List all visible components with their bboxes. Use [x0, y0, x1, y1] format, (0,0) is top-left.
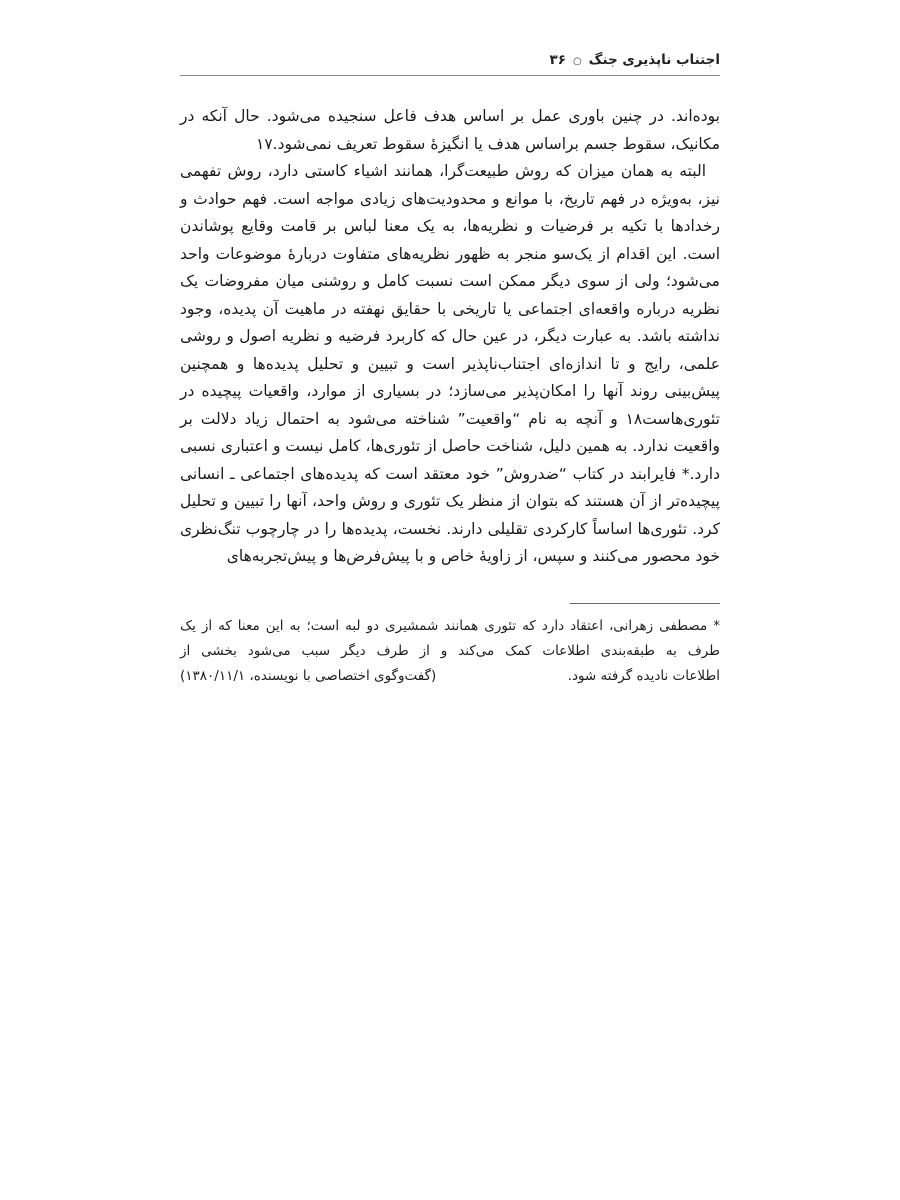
- footnote-citation: (گفت‌وگوی اختصاصی با نویسنده، ۱۳۸۰/۱۱/۱): [180, 667, 437, 684]
- footnote: [180, 603, 720, 689]
- footnote-text: * مصطفی زهرانی، اعتقاد دارد که تئوری همانند شمشیری دو لبه است؛ به این معنا که از یک طرف به طبقه‌بندی اطلاعات کمک می‌کند و از طرف دیگر سبب می‌شود بخشی از: [180, 617, 720, 659]
- page-number: ۳۶: [549, 52, 566, 68]
- page-header: [180, 52, 720, 68]
- header-rule: [180, 75, 720, 76]
- footnote-text-end: اطلاعات نادیده گرفته شود.: [567, 667, 720, 684]
- footnote-rule: [570, 603, 720, 604]
- paragraph: بوده‌اند. در چنین باوری عمل بر اساس هدف فاعل سنجیده می‌شود. حال آنکه در مکانیک، سقوط جسم براساس هدف یا انگیزهٔ سقوط تعریف نمی‌شود.۱۷: [180, 107, 720, 153]
- paragraph: البته به همان میزان که روش طبیعت‌گرا، همانند اشیاء کاستی دارد، روش تفهمی نیز، به‌ویژه در فهم تاریخ، با موانع و محدودیت‌های زیادی مواجه است. فهم حوادث و رخدادها با تکیه بر فرضیات و نظریه‌ها، به یک معنا لباس بر قامت وقایع پوشاندن است. این اقدام از یک‌سو منجر به ظهور نظریه‌های متفاوت دربارهٔ موضوعات واحد می‌شود؛ ولی از سوی دیگر ممکن است نسبت کامل و روشنی میان مفروضات یک نظریه درباره واقعه‌ای اجتماعی یا تاریخی با حقایق نهفته در ماهیت آن پدیده، وجود نداشته باشد. به عبارت دیگر، در عین حال که کاربرد فرضیه و نظریه اصول و روشی علمی، رایج و تا اندازه‌ای اجتناب‌ناپذیر است و تبیین و تحلیل پدیده‌ها و همچنین پیش‌بینی روند آنها را امکان‌پذیر می‌سازد؛ در بسیاری از موارد، واقعیات پیچیده در تئوری‌هاست۱۸ و آنچه به نام “واقعیت” شناخته می‌شود به احتمال زیاد دلالت بر واقعیت ندارد. به همین دلیل، شناخت حاصل از تئوری‌ها، کامل نیست و اعتباری نسبی دارد.* فایرابند در کتاب “ضدروش” خود معتقد است که پدیده‌های اجتماعی ـ انسانی پیچیده‌تر از آن هستند که بتوان از منظر یک تئوری و روش واحد، آنها را تبیین و تحلیل کرد. تئوری‌ها اساساً کارکردی تقلیلی دارند. نخست، پدیده‌ها را در چارچوب تنگ‌نظری خود محصور می‌کنند و سپس، از زاویهٔ خاص و با پیش‌فرض‌ها و پیش‌تجربه‌های: [180, 162, 720, 565]
- book-page: [180, 0, 720, 689]
- footnote-last-line: [180, 664, 720, 689]
- header-separator-icon: ○: [572, 55, 582, 67]
- running-title: اجتناب ناپذیری جنگ: [588, 52, 720, 68]
- body-text: [180, 103, 720, 571]
